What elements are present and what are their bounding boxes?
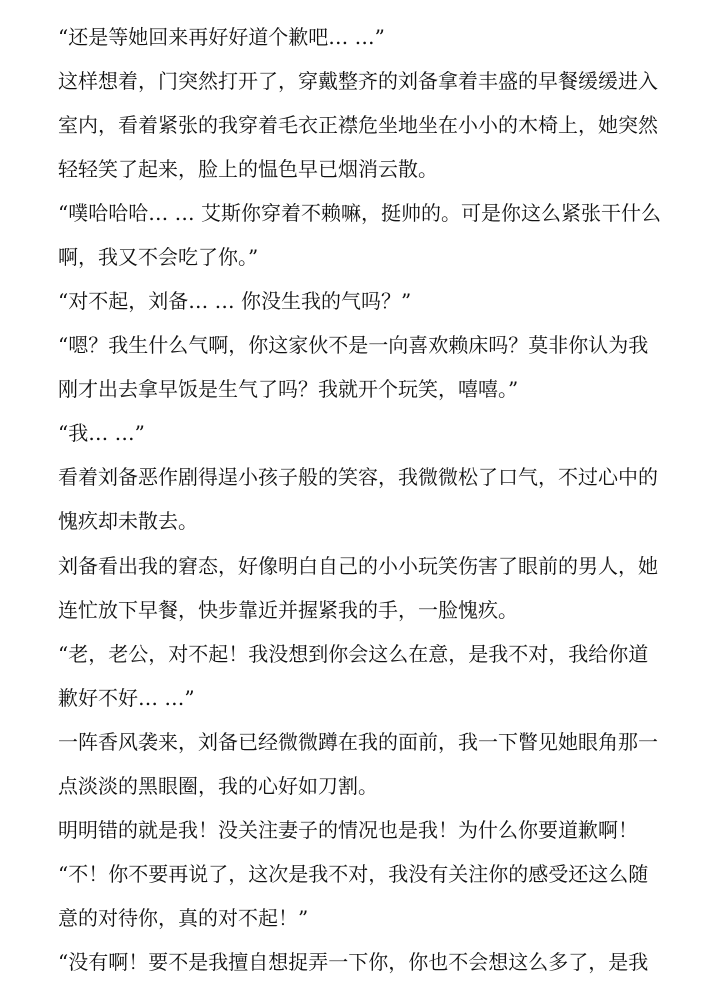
text-line: 点淡淡的黑眼圈，我的心好如刀割。 <box>58 774 378 798</box>
text-line: 歉好不好… …” <box>58 686 195 710</box>
text-line: “没有啊！要不是我擅自想捉弄一下你，你也不会想这么多了，是我 <box>58 950 649 974</box>
text-line: 室内，看着紧张的我穿着毛衣正襟危坐地坐在小小的木椅上，她突然 <box>58 113 658 137</box>
text-line: 明明错的就是我！没关注妻子的情况也是我！为什么你要道歉啊！ <box>58 818 638 842</box>
text-line: “不！你不要再说了，这次是我不对，我没有关注你的感受还这么随 <box>58 862 649 886</box>
text-line: 这样想着，门突然打开了，穿戴整齐的刘备拿着丰盛的早餐缓缓进入 <box>58 69 658 93</box>
text-line: 啊，我又不会吃了你。” <box>58 245 259 269</box>
text-line: “对不起，刘备… … 你没生我的气吗？” <box>58 289 412 313</box>
text-line: 连忙放下早餐，快步靠近并握紧我的手，一脸愧疚。 <box>58 598 518 622</box>
text-line: 刚才出去拿早饭是生气了吗？我就开个玩笑，嘻嘻。” <box>58 377 519 401</box>
text-line: 轻轻笑了起来，脸上的愠色早已烟消云散。 <box>58 157 438 181</box>
text-line: 看着刘备恶作剧得逞小孩子般的笑容，我微微松了口气，不过心中的 <box>58 465 658 489</box>
text-line: 一阵香风袭来，刘备已经微微蹲在我的面前，我一下瞥见她眼角那一 <box>58 730 658 754</box>
text-line: “老，老公，对不起！我没想到你会这么在意，是我不对，我给你道 <box>58 642 649 666</box>
text-line: “我… …” <box>58 421 145 445</box>
text-line: “噗哈哈哈… … 艾斯你穿着不赖嘛，挺帅的。可是你这么紧张干什么 <box>58 201 661 225</box>
text-line: “还是等她回来再好好道个歉吧… …” <box>58 25 385 49</box>
text-line: 意的对待你，真的对不起！” <box>58 906 309 930</box>
text-line: 愧疚却未散去。 <box>58 509 198 533</box>
text-line: “嗯？我生什么气啊，你这家伙不是一向喜欢赖床吗？莫非你认为我 <box>58 333 649 357</box>
text-line: 刘备看出我的窘态，好像明白自己的小小玩笑伤害了眼前的男人，她 <box>58 554 658 578</box>
